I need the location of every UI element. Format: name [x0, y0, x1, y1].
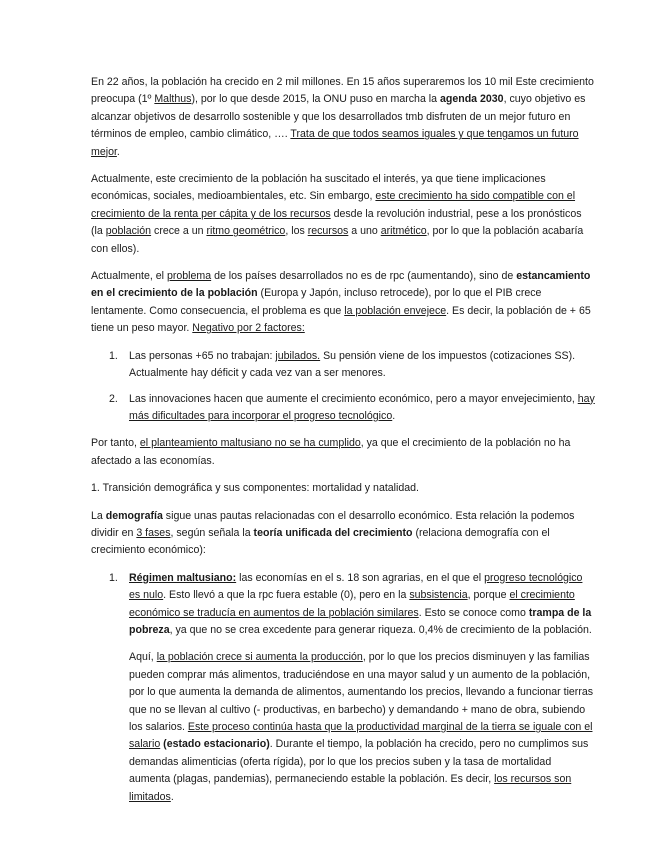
bold-text: estancamiento en el crecimiento de la población [91, 270, 591, 300]
text: , porque [467, 589, 510, 602]
text: . Durante el tiempo, la población ha crecido, pero no cumplimos sus demandas alimenticias (oferta rígida), por lo que los precios suben y la tasa de mortalidad aumenta (plagas, pandemias), permaneciendo estable la población. Es decir, [129, 738, 589, 786]
bold-text: teoría unificada del crecimiento [253, 526, 413, 539]
text: Su pensión viene de los impuestos (cotizaciones SS). Actualmente hay déficit y cada vez van a ser menores. [129, 349, 576, 380]
text: ), por lo que desde 2015, la ONU puso en marcha la [191, 93, 440, 106]
text: sigue unas pautas relacionadas con el desarrollo económico. Esta relación la podemos dividir en [91, 509, 575, 539]
underlined-text: problema [166, 270, 212, 283]
text: . Esto se conoce como [418, 606, 529, 619]
underlined-text: recursos [307, 225, 349, 238]
underlined-text: Malthus [154, 93, 192, 106]
text: , según señala la [170, 526, 254, 539]
list-number: 2. [109, 392, 118, 405]
text: Por tanto, [91, 437, 140, 450]
text: , ya que no se crea excedente para generar riqueza. 0,4% de crecimiento de la población. [169, 623, 592, 636]
text: Actualmente, este crecimiento de la población ha suscitado el interés, ya que tiene implicaciones económicas, sociales, medioambientales, etc. Sin embargo, [91, 173, 546, 203]
text: las economías en el s. 18 son agrarias, en el que el [236, 571, 485, 584]
paragraph-malthusian-conclusion [91, 435, 595, 470]
underlined-text: los recursos son limitados [129, 773, 572, 803]
underlined-text: este crecimiento ha sido compatible con el crecimiento de la renta per cápita y de los recursos [91, 190, 576, 220]
list-item [91, 348, 595, 383]
underlined-text: hay más dificultades para incorporar el progreso tecnológico [129, 392, 595, 422]
phases-list [91, 570, 595, 640]
underlined-text: jubilados. [275, 349, 321, 362]
paragraph-population-growth [91, 74, 595, 161]
text: . [170, 790, 174, 803]
underlined-text: la población crece si aumenta la producción [156, 651, 363, 664]
underlined-text: Trata de que todos seamos iguales y que tengamos un futuro mejor [91, 128, 579, 158]
text: , por lo que la población acabaría con ellos). [91, 225, 584, 255]
text: . [392, 409, 396, 422]
text: , por lo que los precios disminuyen y las familias pueden comprar más alimentos, traduciéndose en una mayor salud y un aumento de la población, por lo que aumenta la demanda de alimentos, aumentando los precios, llevando a funcionar tierras que no se llevan al cultivo (- productivas, en barbecho) y demandando + mano de obra, subiendo los salarios. [129, 651, 594, 733]
paragraph-malthusian-mechanism [91, 649, 595, 806]
underlined-text: aritmético [380, 225, 427, 238]
bold-text: demografía [105, 509, 163, 522]
text: , los [285, 225, 308, 238]
text: Las personas +65 no trabajan: [129, 349, 276, 362]
text: (Europa y Japón, incluso retrocede), por lo que el PIB crece lentamente. Como consecuencia, el problema es que [91, 287, 542, 317]
text: crece a un [151, 225, 207, 238]
underlined-text: 3 fases [136, 526, 171, 539]
paragraph-current-interest [91, 171, 595, 258]
underlined-text: Negativo por 2 factores: [192, 322, 305, 335]
list-number: 1. [109, 349, 118, 362]
text: En 22 años, la población ha crecido en 2 mil millones. En 15 años superaremos los 10 mil Este crecimiento preocupa (1º [91, 76, 594, 106]
underlined-text: el planteamiento maltusiano no se ha cumplido [139, 437, 361, 450]
bold-underlined-text: Régimen maltusiano: [129, 571, 237, 584]
bold-text: trampa de la pobreza [129, 606, 592, 636]
text: , ya que el crecimiento de la población no ha afectado a las economías. [91, 437, 571, 467]
text: Aquí, [129, 651, 157, 664]
text: . Es decir, la población de + 65 tiene un peso mayor. [91, 304, 591, 335]
text: Las innovaciones hacen que aumente el crecimiento económico, pero a mayor envejecimiento, [129, 392, 578, 405]
bold-text: (estado estacionario) [163, 738, 270, 751]
underlined-text: Este proceso continúa hasta que la productividad marginal de la tierra se iguale con el salario [129, 721, 593, 751]
text: (relaciona demografía con el crecimiento económico): [91, 526, 550, 557]
list-item [91, 391, 595, 426]
underlined-text: el crecimiento económico se traducía en aumentos de la población similares [129, 589, 575, 619]
text: . [116, 145, 120, 158]
underlined-text: subsistencia [409, 589, 468, 602]
bold-text: agenda 2030 [439, 93, 504, 106]
text: de los países desarrollados no es de rpc (aumentando), sino de [211, 270, 517, 283]
text: , cuyo objetivo es alcanzar objetivos de desarrollo sostenible y que los desarrollados tmb disfruten de un mejor futuro en términos de empleo, cambio climático, …. [91, 93, 586, 141]
text: La [91, 509, 106, 522]
text: Actualmente, el [91, 270, 167, 283]
paragraph-developed-countries-problem [91, 268, 595, 338]
text: a uno [348, 225, 381, 238]
list-number: 1. [109, 571, 118, 584]
underlined-text: ritmo geométrico [206, 225, 286, 238]
paragraph-demography-phases [91, 508, 595, 560]
underlined-text: la población envejece [344, 304, 447, 317]
negative-factors-list [91, 348, 595, 426]
text: desde la revolución industrial, pese a los pronósticos (la [91, 207, 582, 238]
underlined-text: población [105, 225, 152, 238]
list-item [91, 570, 595, 640]
section-heading: 1. Transición demográfica y sus componentes: mortalidad y natalidad. [91, 482, 419, 495]
underlined-text: progreso tecnológico es nulo [129, 571, 583, 602]
text: . Esto llevó a que la rpc fuera estable (0), pero en la [163, 589, 410, 602]
